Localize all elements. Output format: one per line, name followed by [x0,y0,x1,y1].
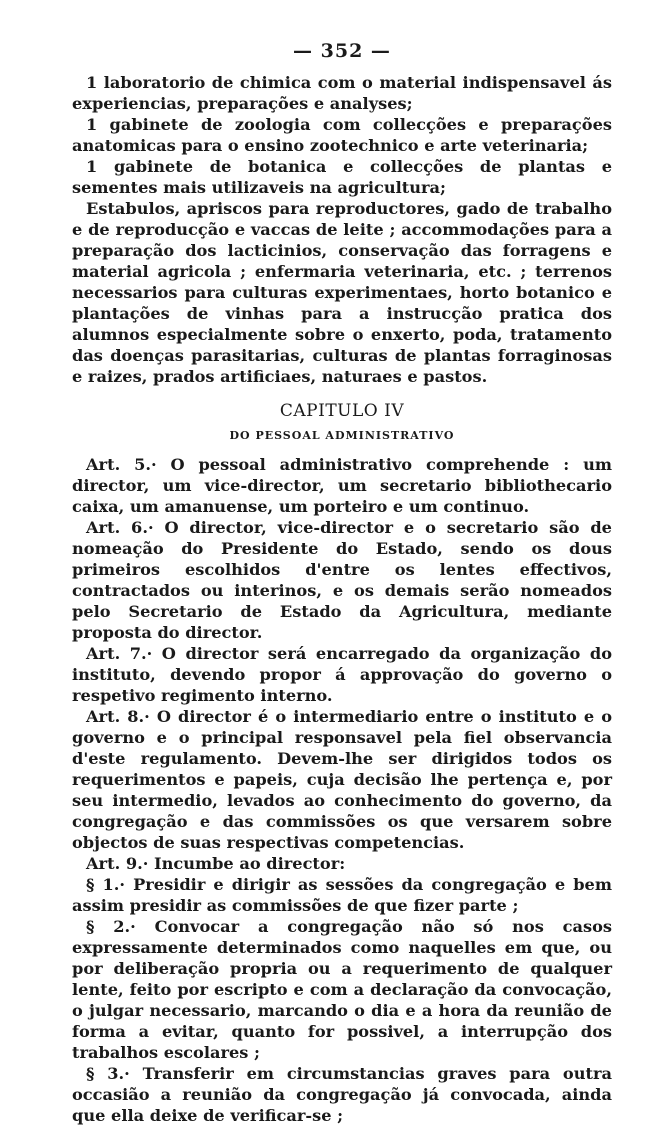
section-paragraph: § 2.· Convocar a congregação não só nos casos expressamente determinados como naquelles em que, ou por deliberação propria ou a requerimento de qualquer lente, feito por escripto e com a declaração da convocação, o julgar necessario, marcando o dia e a hora da reunião de forma a evitar, quanto for possivel, a interrupção dos trabalhos escolares ; [72,917,612,1062]
intro-paragraph: 1 laboratorio de chimica com o material indispensavel ás experiencias, preparações e analyses; [72,73,612,113]
article-paragraph: Art. 6.· O director, vice-director e o secretario são de nomeação do Presidente do Estado, sendo os dous primeiros escolhidos d'entre os lentes effectivos, contractados ou interinos, e os demais serão nomeados pelo Secretario de Estado da Agricultura, mediante proposta do director. [72,518,612,642]
intro-paragraph: 1 gabinete de botanica e collecções de plantas e sementes mais utilizaveis na agricultura; [72,157,612,197]
intro-paragraph: Estabulos, apriscos para reproductores, gado de trabalho e de reproducção e vaccas de leite ; accommodações para a preparação dos lacticinios, conservação das forragens e material agricola ; enfermaria veterinaria, etc. ; terrenos necessarios para culturas experimentaes, horto botanico e plantações de vinhas para a instrucção pratica dos alumnos especialmente sobre o enxerto, poda, tratamento das doenças parasitarias, culturas de plantas forraginosas e raizes, prados artificiaes, naturaes e pastos. [72,199,612,386]
section-paragraph: § 3.· Transferir em circumstancias graves para outra occasião a reunião da congregação já convocada, ainda que ella deixe de verificar-se ; [72,1064,612,1125]
chapter-subtitle: DO PESSOAL ADMINISTRATIVO [229,429,455,442]
article-paragraph: Art. 9.· Incumbe ao director: [86,854,346,873]
intro-paragraph: 1 gabinete de zoologia com collecções e preparações anatomicas para o ensino zootechnico e arte veterinaria; [72,115,612,155]
chapter-title: CAPITULO IV [279,401,405,421]
page-number: — 352 — [293,40,391,62]
article-paragraph: Art. 7.· O director será encarregado da organização do instituto, devendo propor á approvação do governo o respetivo regimento interno. [72,644,612,705]
article-paragraph: Art. 8.· O director é o intermediario entre o instituto e o governo e o principal responsavel pela fiel observancia d'este regulamento. Devem-lhe ser dirigidos todos os requerimentos e papeis, cuja decisão lhe pertença e, por seu intermedio, levados ao conhecimento do governo, da congregação e das commissões os que versarem sobre objectos de suas respectivas competencias. [72,707,612,852]
section-paragraph: § 1.· Presidir e dirigir as sessões da congregação e bem assim presidir as commissões de que fizer parte ; [72,875,612,915]
article-paragraph: Art. 5.· O pessoal administrativo comprehende : um director, um vice-director, um secretario bibliothecario caixa, um amanuense, um porteiro e um continuo. [72,455,612,516]
